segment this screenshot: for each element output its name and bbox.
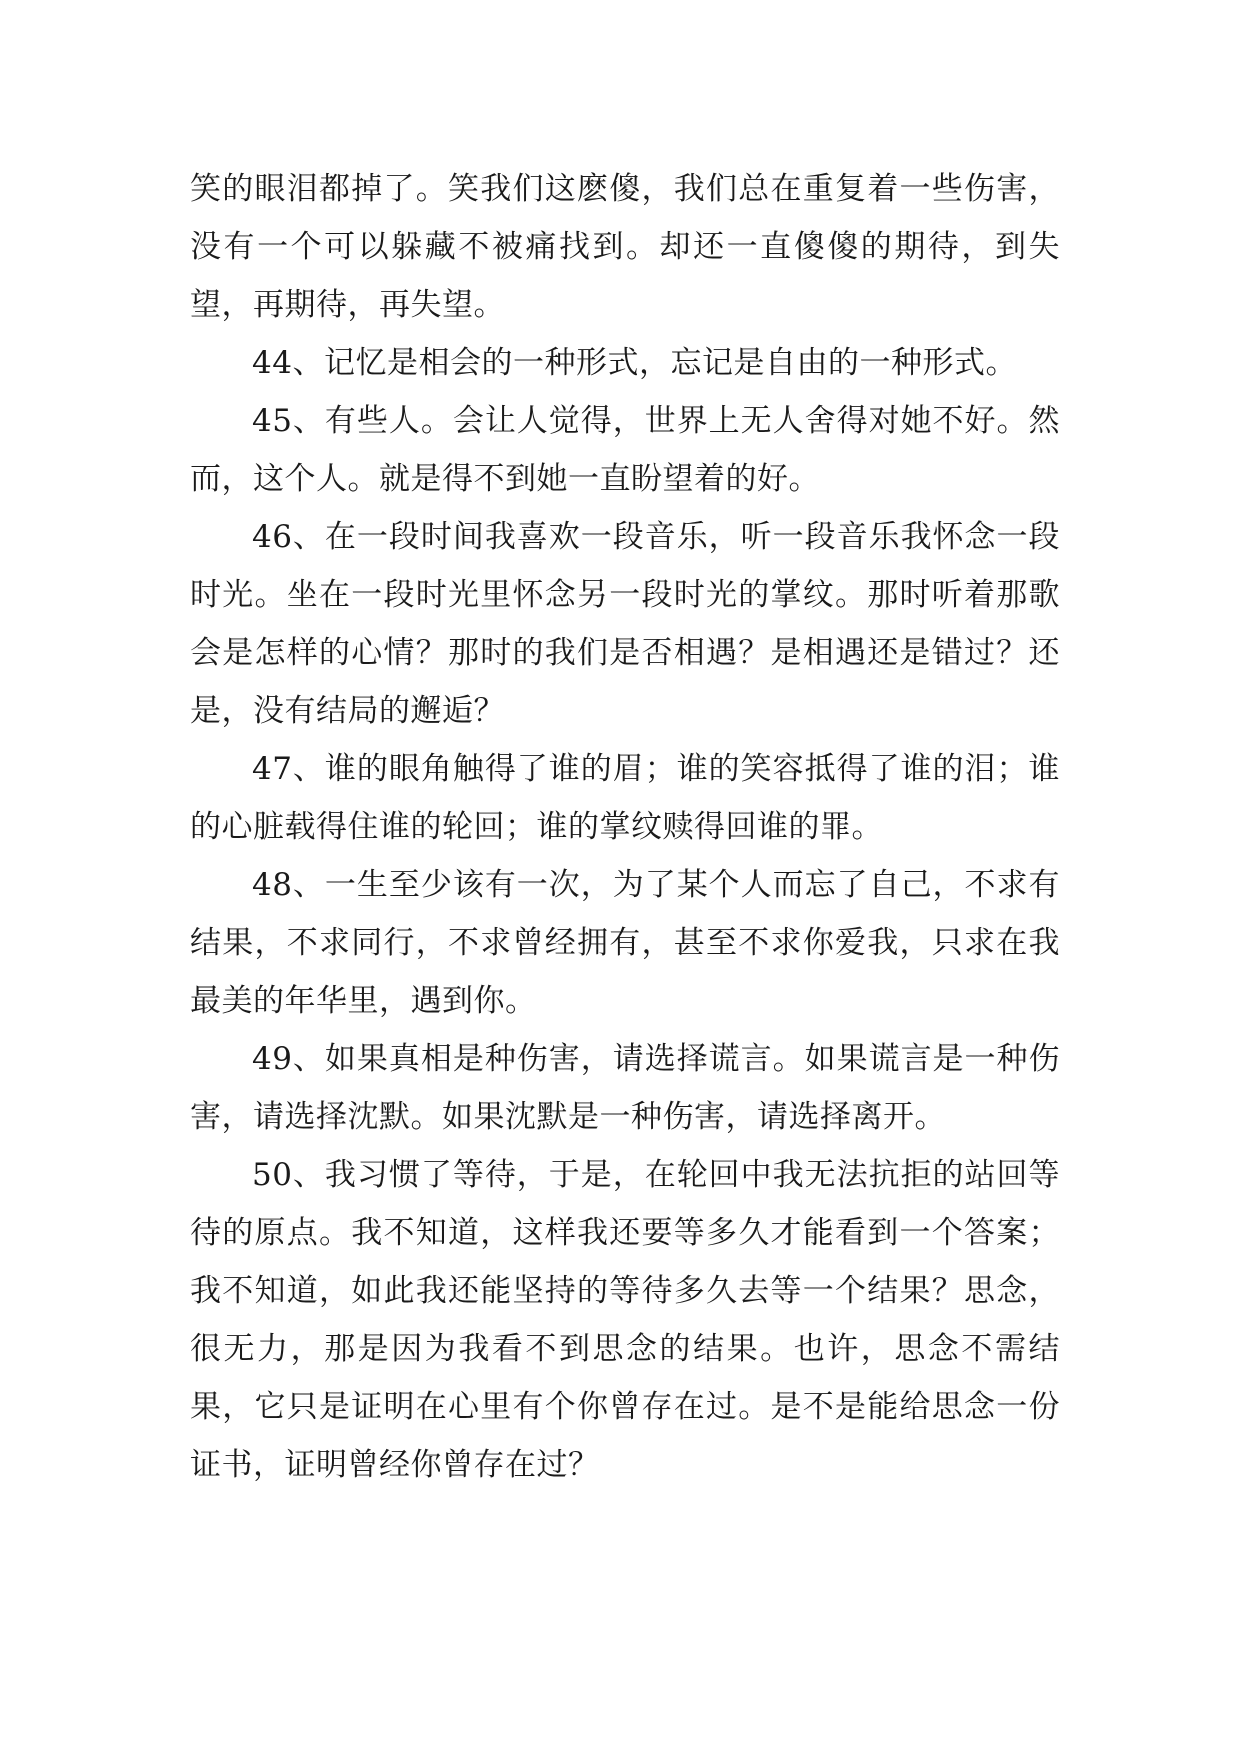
paragraph-43-continued: 笑的眼泪都掉了。笑我们这麽傻，我们总在重复着一些伤害，没有一个可以躲藏不被痛找到。却还一直傻傻的期待，到失望，再期待，再失望。 [190,171,1060,323]
paragraph-50: 50、我习惯了等待，于是，在轮回中我无法抗拒的站回等待的原点。我不知道，这样我还要等多久才能看到一个答案；我不知道，如此我还能坚持的等待多久去等一个结果？思念，很无力，那是因为我看不到思念的结果。也许，思念不需结果，它只是证明在心里有个你曾存在过。是不是能给思念一份证书，证明曾经你曾存在过？ [190,1157,1060,1483]
paragraph-48: 48、一生至少该有一次，为了某个人而忘了自己，不求有结果，不求同行，不求曾经拥有，甚至不求你爱我，只求在我最美的年华里，遇到你。 [190,867,1060,1019]
paragraph-49: 49、如果真相是种伤害，请选择谎言。如果谎言是一种伤害，请选择沈默。如果沈默是一种伤害，请选择离开。 [190,1041,1060,1135]
paragraph-46: 46、在一段时间我喜欢一段音乐，听一段音乐我怀念一段时光。坐在一段时光里怀念另一段时光的掌纹。那时听着那歌会是怎样的心情？那时的我们是否相遇？是相遇还是错过？还是，没有结局的邂逅？ [190,519,1060,729]
document-body [190,160,1060,1494]
paragraph-44: 44、记忆是相会的一种形式，忘记是自由的一种形式。 [252,345,1017,381]
paragraph-47: 47、谁的眼角触得了谁的眉；谁的笑容抵得了谁的泪；谁的心脏载得住谁的轮回；谁的掌纹赎得回谁的罪。 [190,751,1060,845]
paragraph-45: 45、有些人。会让人觉得，世界上无人舍得对她不好。然而，这个人。就是得不到她一直盼望着的好。 [190,403,1060,497]
